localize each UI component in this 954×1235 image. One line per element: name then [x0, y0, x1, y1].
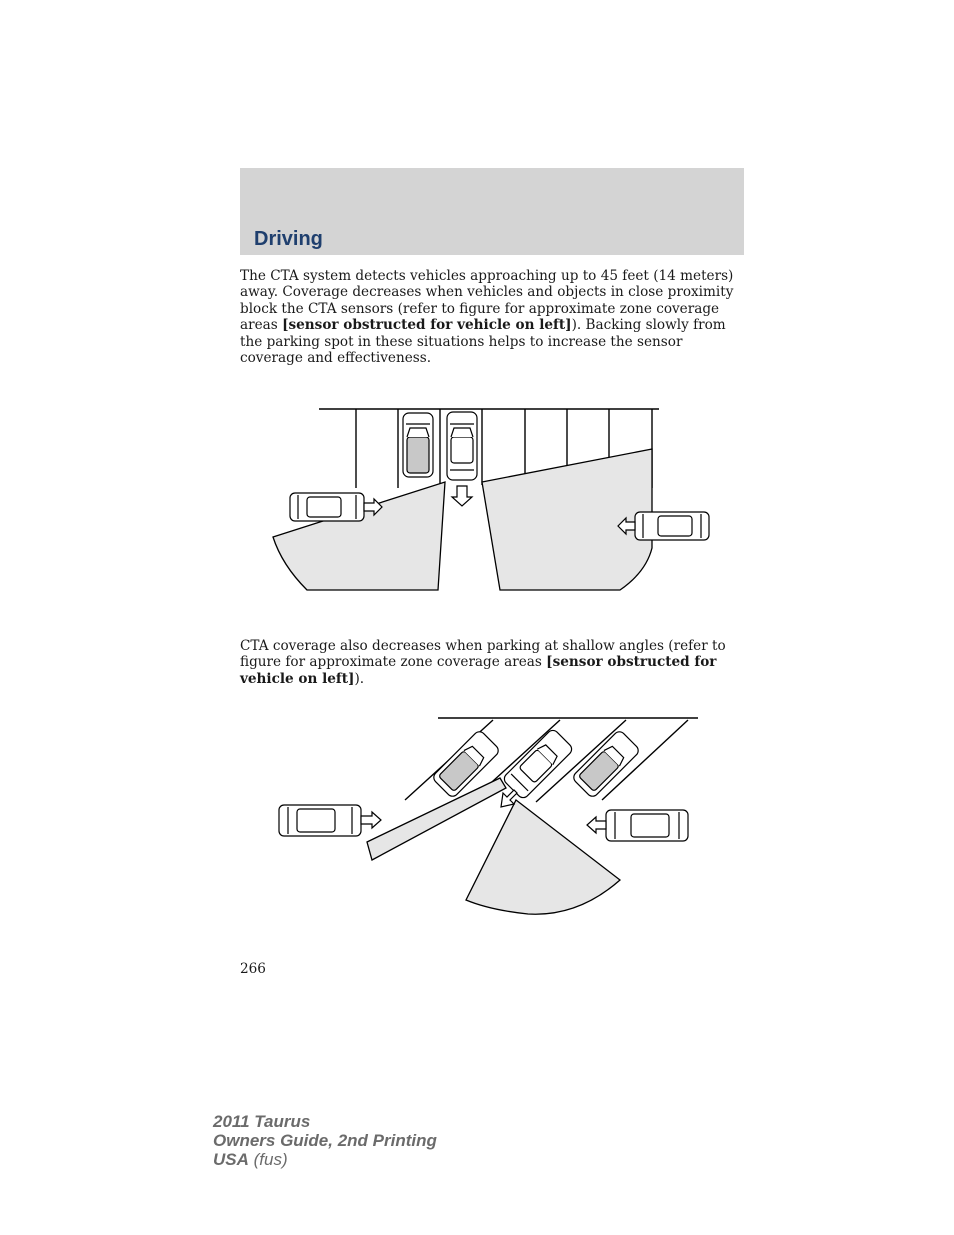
- approaching-car-right: [635, 512, 709, 540]
- footer-line: 2011 Taurus: [213, 1112, 311, 1131]
- page-number: 266: [240, 961, 266, 977]
- footer-line: [213, 1150, 437, 1169]
- paragraph-text: ). Backing slowly from the parking spot in these situations helps to increase the sensor coverage and effectiveness.: [240, 317, 726, 367]
- approaching-car-left: [279, 805, 361, 836]
- paragraph-text: The CTA system detects vehicles approaching up to 45 feet (14 meters) away. Coverage decreases when vehicles and objects in close proximity block the CTA sensors (refer to figure for approximate zone coverage areas: [240, 268, 734, 334]
- arrow-down-icon: [452, 486, 472, 506]
- cta-angled-parking-figure: [268, 712, 708, 922]
- paragraph-text: ).: [354, 670, 365, 687]
- arrow-down-left-icon: [501, 790, 517, 807]
- approaching-car-right: [606, 810, 688, 841]
- footer-region: USA: [213, 1150, 249, 1169]
- footer-code: (fus): [248, 1150, 288, 1169]
- backing-car: [447, 412, 477, 480]
- footer-line: Owners Guide, 2nd Printing: [213, 1131, 437, 1150]
- footer-guide-info: [213, 1112, 437, 1169]
- parked-car-shaded: [403, 413, 433, 477]
- paragraph-bold-text: [sensor obstructed for vehicle on left]: [240, 654, 717, 687]
- arrow-left-icon: [587, 817, 606, 833]
- paragraph-bold-text: [sensor obstructed for vehicle on left]: [282, 317, 572, 334]
- paragraph-shallow-angle: [240, 638, 744, 687]
- cta-perpendicular-parking-figure: [260, 400, 720, 600]
- parked-car-shaded: [571, 729, 640, 798]
- approaching-car-left: [290, 493, 364, 521]
- section-header-bar: [240, 168, 744, 255]
- backing-car: [502, 728, 574, 800]
- paragraph-cta-detection: [240, 268, 744, 366]
- coverage-zone-right: [466, 800, 620, 914]
- coverage-zone-left: [367, 778, 506, 860]
- section-title: Driving: [254, 228, 323, 250]
- arrow-right-icon: [361, 812, 381, 828]
- paragraph-text: CTA coverage also decreases when parking at shallow angles (refer to figure for approximate zone coverage areas: [240, 638, 726, 671]
